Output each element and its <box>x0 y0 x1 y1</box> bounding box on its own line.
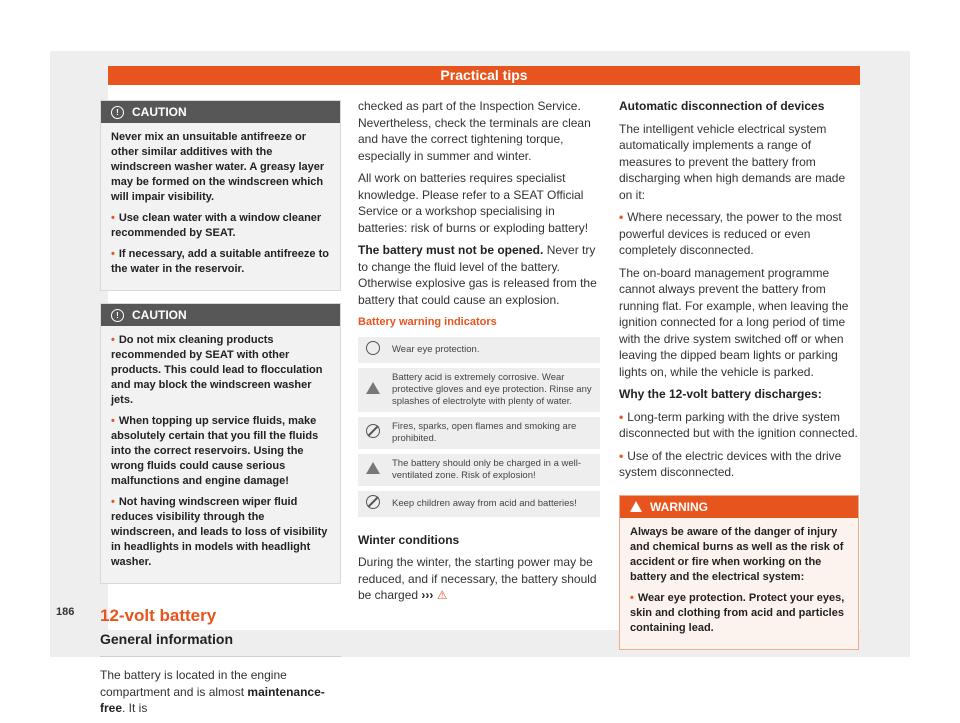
bullet-icon: • <box>111 248 115 260</box>
warning-triangle-icon <box>630 501 642 512</box>
intro-paragraph: The battery is located in the engine compartment and is almost maintenance-free. It is <box>100 668 325 715</box>
caution-heading: CAUTION <box>132 308 187 322</box>
section-header: Practical tips <box>108 66 860 85</box>
table-row: Battery acid is extremely corrosive. Wear protective gloves and eye protection. Rinse any splashes of electrolyte with plenty of water. <box>358 365 600 414</box>
caution-bullet: • When topping up service fluids, make absolutely certain that you fill the fluids into the correct reservoirs. Using the wrong fluids could cause serious malfunctions and engine damage! <box>111 415 319 487</box>
warning-intro: Always be aware of the danger of injury and chemical burns as well as the risk of accident or fire when working on the battery and the electrical system: <box>630 525 844 583</box>
warning-body <box>620 518 858 649</box>
paragraph: The battery must not be opened. Never try to change the fluid level of the battery. Otherwise explosive gas is released from the battery that could cause an explosion. <box>358 243 597 307</box>
column-3 <box>619 98 859 662</box>
paragraph: The on-board management programme cannot always prevent the battery from running flat. For example, when leaving the ignition connected for a long period of time with the drive system switched off or when leaving the dipped beam lights or parking lights on, while the vehicle is parked. <box>619 265 849 379</box>
chapter-subtitle: General information <box>100 631 341 658</box>
caution-icon: ! <box>111 309 124 322</box>
paragraph: checked as part of the Inspection Service. Nevertheless, check the terminals are clean and have the correct tightening torque, especially in summer and winter. <box>358 99 591 163</box>
page-number: 186 <box>56 606 75 618</box>
winter-paragraph: During the winter, the starting power may be reduced, and if necessary, the battery should be charged ››› ⚠ <box>358 555 597 602</box>
bullet-icon: • <box>619 210 624 224</box>
warning-bullet: • Wear eye protection. Protect your eyes, skin and clothing from acid and particles containing lead. <box>630 591 845 634</box>
warning-triangle-icon[interactable]: ⚠ <box>436 588 448 602</box>
explosive-icon <box>366 462 380 474</box>
caution-intro: Never mix an unsuitable antifreeze or other similar additives with the windscreen washer water. A greasy layer may be formed on the windscreen which will impair visibility. <box>111 131 325 203</box>
column-2 <box>358 98 600 610</box>
indicators-heading: Battery warning indicators <box>358 316 497 328</box>
bullet-icon: • <box>619 409 624 424</box>
caution-body <box>101 123 340 290</box>
list-item: • Where necessary, the power to the most powerful devices is reduced or even completely disconnected. <box>619 210 842 257</box>
caution-box-1 <box>100 100 341 291</box>
no-flames-icon <box>366 424 380 438</box>
bullet-icon: • <box>111 496 115 508</box>
auto-heading: Automatic disconnection of devices <box>619 99 825 113</box>
caution-bullet: • Use clean water with a window cleaner recommended by SEAT. <box>111 212 322 239</box>
winter-heading: Winter conditions <box>358 532 460 547</box>
warning-header <box>620 496 858 518</box>
table-row: The battery should only be charged in a well-ventilated zone. Risk of explosion! <box>358 451 600 488</box>
eye-protection-icon <box>366 341 380 355</box>
list-item: • Use of the electric devices with the drive system disconnected. <box>619 448 842 479</box>
bullet-icon: • <box>619 448 624 463</box>
chapter-title: 12-volt battery <box>100 606 217 625</box>
corrosive-icon <box>366 382 380 394</box>
caution-heading: CAUTION <box>132 105 187 119</box>
bullet-icon: • <box>111 334 115 346</box>
caution-bullet: • Not having windscreen wiper fluid reduces visibility through the windscreen, and leads to loss of visibility in headlights in models with headlight washer. <box>111 496 328 568</box>
table-row: Wear eye protection. <box>358 337 600 366</box>
caution-header <box>101 101 340 123</box>
warning-box <box>619 495 859 650</box>
cross-reference-link[interactable]: ››› <box>421 588 434 602</box>
indicators-table <box>358 337 600 522</box>
caution-icon: ! <box>111 106 124 119</box>
bullet-icon: • <box>111 212 115 224</box>
list-item: • Long-term parking with the drive system disconnected but with the ignition connected. <box>619 409 858 440</box>
warning-heading: WARNING <box>650 499 708 514</box>
keep-children-away-icon <box>366 495 380 509</box>
table-row: Fires, sparks, open flames and smoking are prohibited. <box>358 414 600 451</box>
paragraph: The intelligent vehicle electrical system automatically implements a range of measures to prevent the battery from discharging when high demands are made on it: <box>619 121 846 202</box>
caution-header <box>101 304 340 326</box>
why-heading: Why the 12-volt battery discharges: <box>619 387 822 401</box>
column-1 <box>100 100 341 723</box>
caution-box-2 <box>100 303 341 584</box>
caution-bullet: • If necessary, add a suitable antifreeze to the water in the reservoir. <box>111 248 329 275</box>
caution-body <box>101 326 340 583</box>
table-row: Keep children away from acid and batteries! <box>358 488 600 519</box>
paragraph: All work on batteries requires specialist knowledge. Please refer to a SEAT Official Service or a workshop specialising in batteries: risk of burns or exploding battery! <box>358 171 589 235</box>
bullet-icon: • <box>111 415 115 427</box>
bullet-icon: • <box>630 591 634 604</box>
caution-bullet: • Do not mix cleaning products recommended by SEAT with other products. This could lead to flocculation and may block the windscreen washer jets. <box>111 334 323 406</box>
